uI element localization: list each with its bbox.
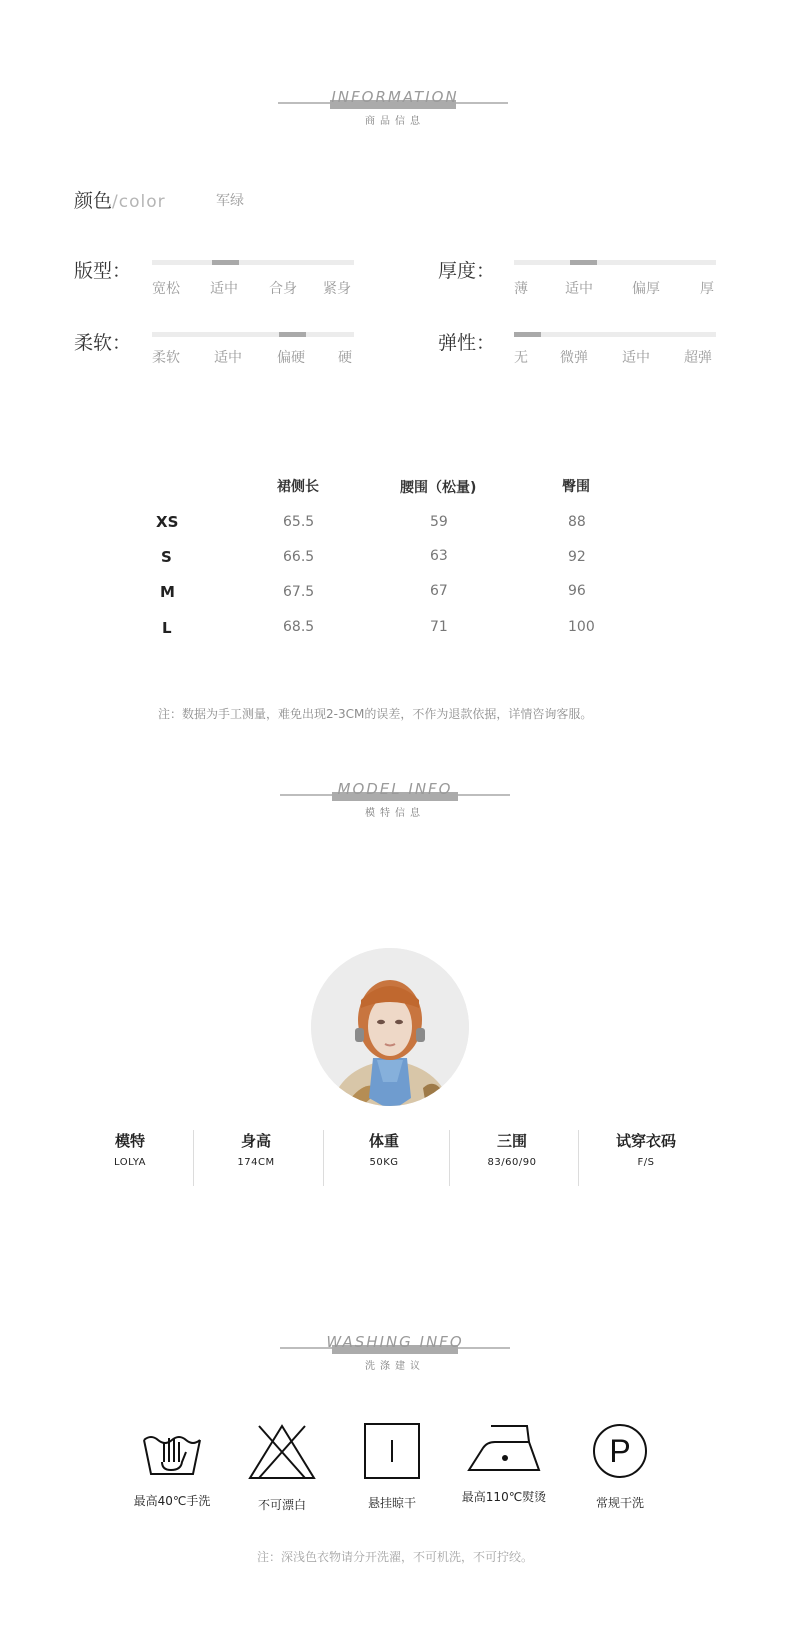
elasticity-option: 超弹: [684, 350, 712, 366]
stat-key: 身高: [240, 1132, 271, 1150]
softness-scale: [152, 332, 354, 337]
wash-label: 最高110℃熨烫: [461, 1490, 547, 1504]
no-bleach-icon: [247, 1422, 317, 1482]
thickness-scale: [514, 260, 716, 265]
table-cell: 100: [568, 619, 595, 635]
wash-item-no-bleach: [222, 1422, 342, 1513]
information-title-en: INFORMATION: [331, 88, 459, 106]
table-cell: 71: [430, 619, 448, 635]
wash-item-dry-clean: [560, 1422, 680, 1511]
color-value: 军绿: [216, 193, 244, 209]
color-label: [74, 186, 166, 213]
stat-divider: [578, 1130, 579, 1186]
elasticity-option: 无: [514, 350, 528, 366]
fit-option: 宽松: [152, 281, 180, 297]
table-cell: 68.5: [283, 619, 315, 635]
size-label: S: [161, 548, 172, 566]
model-header: [0, 780, 790, 820]
information-title-cn: 商品信息: [365, 116, 425, 127]
table-cell: 67.5: [283, 584, 315, 600]
stat-divider: [449, 1130, 450, 1186]
wash-label: 不可漂白: [257, 1498, 306, 1512]
thickness-option: 适中: [565, 281, 593, 297]
model-stat-name: [70, 1130, 190, 1168]
table-cell: 66.5: [283, 549, 315, 565]
wash-item-iron: [444, 1422, 564, 1505]
model-stat-weight: [324, 1130, 444, 1168]
iron-icon: [467, 1422, 541, 1474]
model-stat-height: [196, 1130, 316, 1168]
thickness-level-marker: [570, 260, 597, 265]
table-header: 裙侧长: [277, 479, 319, 495]
washing-title-en: WASHING INFO: [326, 1333, 464, 1351]
softness-option: 硬: [338, 350, 352, 366]
softness-option: 柔软: [152, 350, 180, 366]
thickness-option: 偏厚: [632, 281, 660, 297]
table-cell: 59: [430, 514, 448, 530]
model-title-cn: 模特信息: [365, 808, 425, 819]
washing-header: [0, 1333, 790, 1373]
size-label: L: [162, 619, 172, 637]
color-label-cn: 颜色: [74, 190, 113, 212]
elasticity-title: 弹性：: [438, 332, 496, 354]
size-note: 注：数据为手工测量，难免出现2-3CM的误差，不作为退款依据，详情咨询客服。: [158, 707, 593, 721]
stat-value: 50KG: [369, 1157, 399, 1168]
table-cell: 67: [430, 583, 448, 599]
wash-label: 悬挂晾干: [367, 1496, 416, 1510]
table-header: 腰围（松量): [400, 480, 477, 496]
table-header: 臀围: [562, 479, 590, 495]
stat-divider: [193, 1130, 194, 1186]
stat-value: LOLYA: [113, 1157, 146, 1168]
information-header: [0, 88, 790, 128]
wash-label: 最高40℃手洗: [133, 1494, 211, 1508]
table-cell: 88: [568, 514, 586, 530]
color-label-en: /color: [112, 192, 166, 212]
dry-clean-letter: P: [609, 1433, 631, 1469]
softness-option: 适中: [214, 350, 242, 366]
washing-title-cn: 洗涤建议: [365, 1361, 425, 1372]
fit-scale: [152, 260, 354, 265]
stat-value: 83/60/90: [487, 1157, 537, 1168]
table-cell: 65.5: [283, 514, 315, 530]
washing-note: 注：深浅色衣物请分开洗濯，不可机洗，不可拧绞。: [256, 1550, 533, 1564]
size-label: M: [160, 583, 175, 601]
stat-value: F/S: [637, 1157, 655, 1168]
hand-wash-icon: [141, 1422, 203, 1478]
elasticity-option: 适中: [622, 350, 650, 366]
softness-title: 柔软：: [74, 332, 132, 354]
softness-level-marker: [279, 332, 306, 337]
stat-key: 试穿衣码: [615, 1132, 676, 1150]
wash-item-hang-dry: [332, 1422, 452, 1511]
model-stat-size: [586, 1130, 706, 1168]
fit-option: 适中: [210, 281, 238, 297]
model-stat-measurements: [452, 1130, 572, 1168]
elasticity-level-marker: [514, 332, 541, 337]
wash-item-hand-wash: [112, 1422, 232, 1509]
softness-option: 偏硬: [277, 350, 305, 366]
stat-key: 三围: [496, 1132, 527, 1150]
table-cell: 92: [568, 549, 586, 565]
fit-title: 版型：: [74, 260, 132, 282]
hang-dry-icon: [363, 1422, 421, 1480]
stat-key: 体重: [368, 1132, 399, 1150]
model-title-en: MODEL INFO: [337, 780, 453, 798]
thickness-option: 薄: [514, 281, 528, 297]
thickness-option: 厚: [700, 281, 714, 297]
table-cell: 96: [568, 583, 586, 599]
fit-option: 紧身: [323, 281, 351, 297]
elasticity-option: 微弹: [560, 350, 588, 366]
fit-option: 合身: [269, 281, 297, 297]
fit-level-marker: [212, 260, 239, 265]
wash-label: 常规干洗: [595, 1496, 644, 1510]
size-label: XS: [156, 513, 179, 531]
model-portrait-image: [311, 948, 469, 1106]
stat-key: 模特: [114, 1132, 145, 1150]
stat-value: 174CM: [237, 1157, 275, 1168]
table-cell: 63: [430, 548, 448, 564]
dry-clean-p-icon: [591, 1422, 649, 1480]
thickness-title: 厚度：: [438, 260, 496, 282]
model-avatar: [311, 948, 469, 1106]
elasticity-scale: [514, 332, 716, 337]
